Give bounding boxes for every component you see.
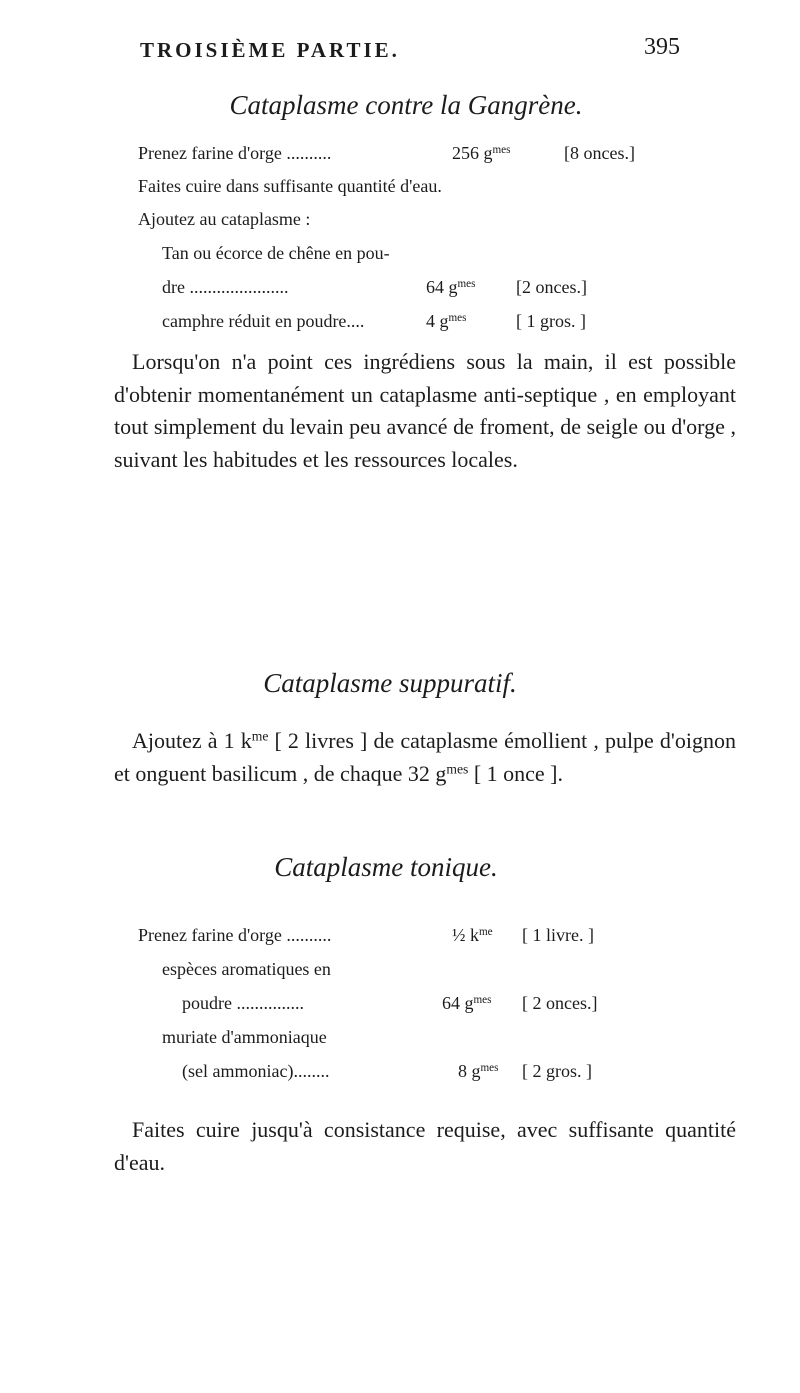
ingredient-old-measure: [8 onces.]	[564, 143, 635, 163]
metric-unit: mes	[473, 993, 492, 1006]
ingredient-metric	[442, 993, 491, 1014]
text-run: [ 1 once ].	[468, 760, 563, 786]
body-paragraph: Lorsqu'on n'a point ces ingrédiens sous la main, il est possible d'obtenir momentanément un cataplasme anti-septique , en employant tout simplement du levain peu avancé de froment, de seigle ou d'orge , suivant les habitudes et les ressources locales.	[114, 349, 736, 472]
recipe-instruction: Faites cuire dans suffisante quantité d'eau.	[138, 176, 442, 196]
ingredient-old-measure: [ 1 gros. ]	[516, 311, 586, 331]
ingredient-name: poudre ...............	[182, 993, 304, 1013]
recipe-ingredient: Tan ou écorce de chêne en pou-	[162, 243, 390, 263]
superscript: mes	[446, 761, 469, 776]
section-title-suppuratif: Cataplasme suppuratif.	[263, 668, 517, 698]
ingredient-name: dre ......................	[162, 277, 289, 297]
metric-unit: mes	[492, 143, 511, 156]
metric-value: ½ k	[452, 925, 479, 945]
body-paragraph: Faites cuire jusqu'à consistance requise, avec suffisante quantité d'eau.	[114, 1117, 736, 1175]
page-number: 395	[644, 34, 680, 60]
metric-value: 8 g	[458, 1061, 481, 1081]
metric-unit: mes	[480, 1061, 499, 1074]
metric-unit: me	[479, 925, 493, 938]
running-head: TROISIÈME PARTIE.	[140, 38, 400, 62]
metric-unit: mes	[448, 311, 467, 324]
ingredient-name: camphre réduit en poudre....	[162, 311, 365, 331]
metric-value: 256 g	[452, 143, 493, 163]
section-title-tonique: Cataplasme tonique.	[274, 852, 498, 882]
metric-unit: mes	[457, 277, 476, 290]
ingredient-name: (sel ammoniac)........	[182, 1061, 330, 1081]
section-title-gangrene: Cataplasme contre la Gangrène.	[229, 90, 583, 120]
ingredient-metric	[452, 925, 493, 946]
metric-value: 64 g	[426, 277, 458, 297]
ingredient-metric	[452, 143, 510, 164]
ingredient-old-measure: [ 2 gros. ]	[522, 1061, 592, 1081]
ingredient-old-measure: [2 onces.]	[516, 277, 587, 297]
ingredient-name: Prenez farine d'orge ..........	[138, 925, 332, 945]
metric-value: 4 g	[426, 311, 449, 331]
recipe-instruction: Ajoutez au cataplasme :	[138, 209, 311, 229]
recipe-ingredient: espèces aromatiques en	[162, 959, 331, 979]
ingredient-name: Prenez farine d'orge ..........	[138, 143, 332, 163]
ingredient-metric	[426, 277, 475, 298]
body-paragraph	[114, 725, 736, 790]
page-header	[140, 34, 680, 74]
text-run: [ 2 livres ] de cataplasme émollient , pulpe d'oignon et onguent basilicum , de chaque 32 g	[114, 728, 737, 786]
ingredient-metric	[426, 311, 466, 332]
recipe-ingredient: muriate d'ammoniaque	[162, 1027, 327, 1047]
ingredient-metric	[458, 1061, 498, 1082]
ingredient-old-measure: [ 2 onces.]	[522, 993, 598, 1013]
metric-value: 64 g	[442, 993, 474, 1013]
ingredient-old-measure: [ 1 livre. ]	[522, 925, 594, 945]
text-run: Ajoutez à 1 k	[132, 728, 252, 753]
superscript: me	[251, 728, 269, 744]
